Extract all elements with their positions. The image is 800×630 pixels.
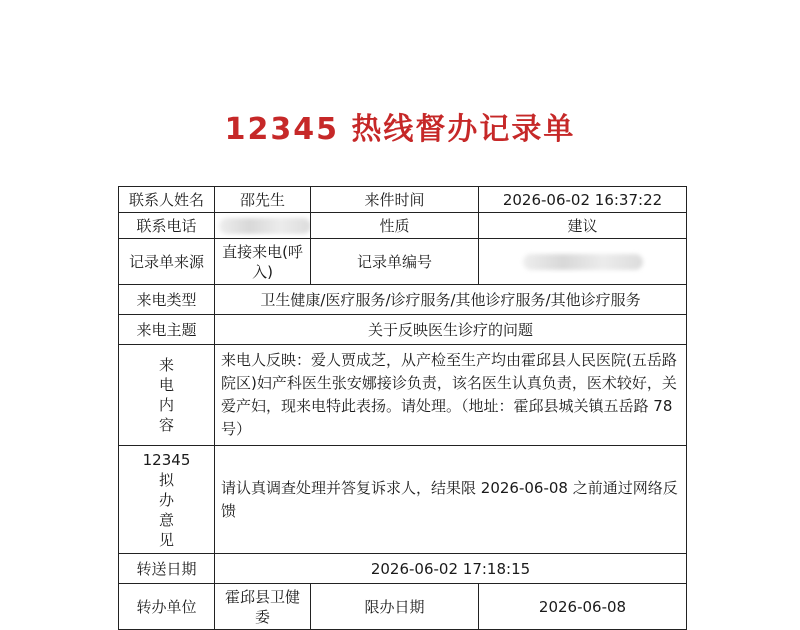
transfer-date-value: 2026-06-02 17:18:15 xyxy=(215,554,687,584)
redacted-record-no xyxy=(523,254,643,270)
contact-name-label: 联系人姓名 xyxy=(119,187,215,213)
transfer-unit-label: 转办单位 xyxy=(119,584,215,630)
record-table xyxy=(118,186,687,630)
call-content-label: 来 电 内 容 xyxy=(119,345,215,446)
call-time-label: 来件时间 xyxy=(311,187,479,213)
call-type-value: 卫生健康/医疗服务/诊疗服务/其他诊疗服务/其他诊疗服务 xyxy=(215,285,687,315)
document-title: 12345 热线督办记录单 xyxy=(224,112,576,147)
row-opinion xyxy=(119,446,687,554)
row-call-type xyxy=(119,285,687,315)
deadline-value: 2026-06-08 xyxy=(479,584,687,630)
redacted-phone xyxy=(219,218,311,234)
nature-value: 建议 xyxy=(479,213,687,239)
row-transfer-date xyxy=(119,554,687,584)
call-time-value: 2026-06-02 16:37:22 xyxy=(479,187,687,213)
record-no-value xyxy=(479,239,687,285)
record-no-label: 记录单编号 xyxy=(311,239,479,285)
row-call-subject xyxy=(119,315,687,345)
row-transfer-unit xyxy=(119,584,687,630)
opinion-label: 12345 拟 办 意 见 xyxy=(119,446,215,554)
row-phone xyxy=(119,213,687,239)
source-label: 记录单来源 xyxy=(119,239,215,285)
row-call-content xyxy=(119,345,687,446)
row-source xyxy=(119,239,687,285)
transfer-unit-value: 霍邱县卫健委 xyxy=(215,584,311,630)
transfer-date-label: 转送日期 xyxy=(119,554,215,584)
source-value: 直接来电(呼入) xyxy=(215,239,311,285)
call-subject-label: 来电主题 xyxy=(119,315,215,345)
deadline-label: 限办日期 xyxy=(311,584,479,630)
phone-label: 联系电话 xyxy=(119,213,215,239)
nature-label: 性质 xyxy=(311,213,479,239)
call-subject-value: 关于反映医生诊疗的问题 xyxy=(215,315,687,345)
call-content-value: 来电人反映：爱人贾成芝，从产检至生产均由霍邱县人民医院(五岳路院区)妇产科医生张安娜接诊负责，该名医生认真负责，医术较好，关爱产妇，现来电特此表扬。请处理。（地址：霍邱县城关镇五岳路 78 号） xyxy=(215,345,687,446)
opinion-value: 请认真调查处理并答复诉求人，结果限 2026-06-08 之前通过网络反馈 xyxy=(215,446,687,554)
row-contact xyxy=(119,187,687,213)
contact-name-value: 邵先生 xyxy=(215,187,311,213)
call-type-label: 来电类型 xyxy=(119,285,215,315)
phone-value xyxy=(215,213,311,239)
